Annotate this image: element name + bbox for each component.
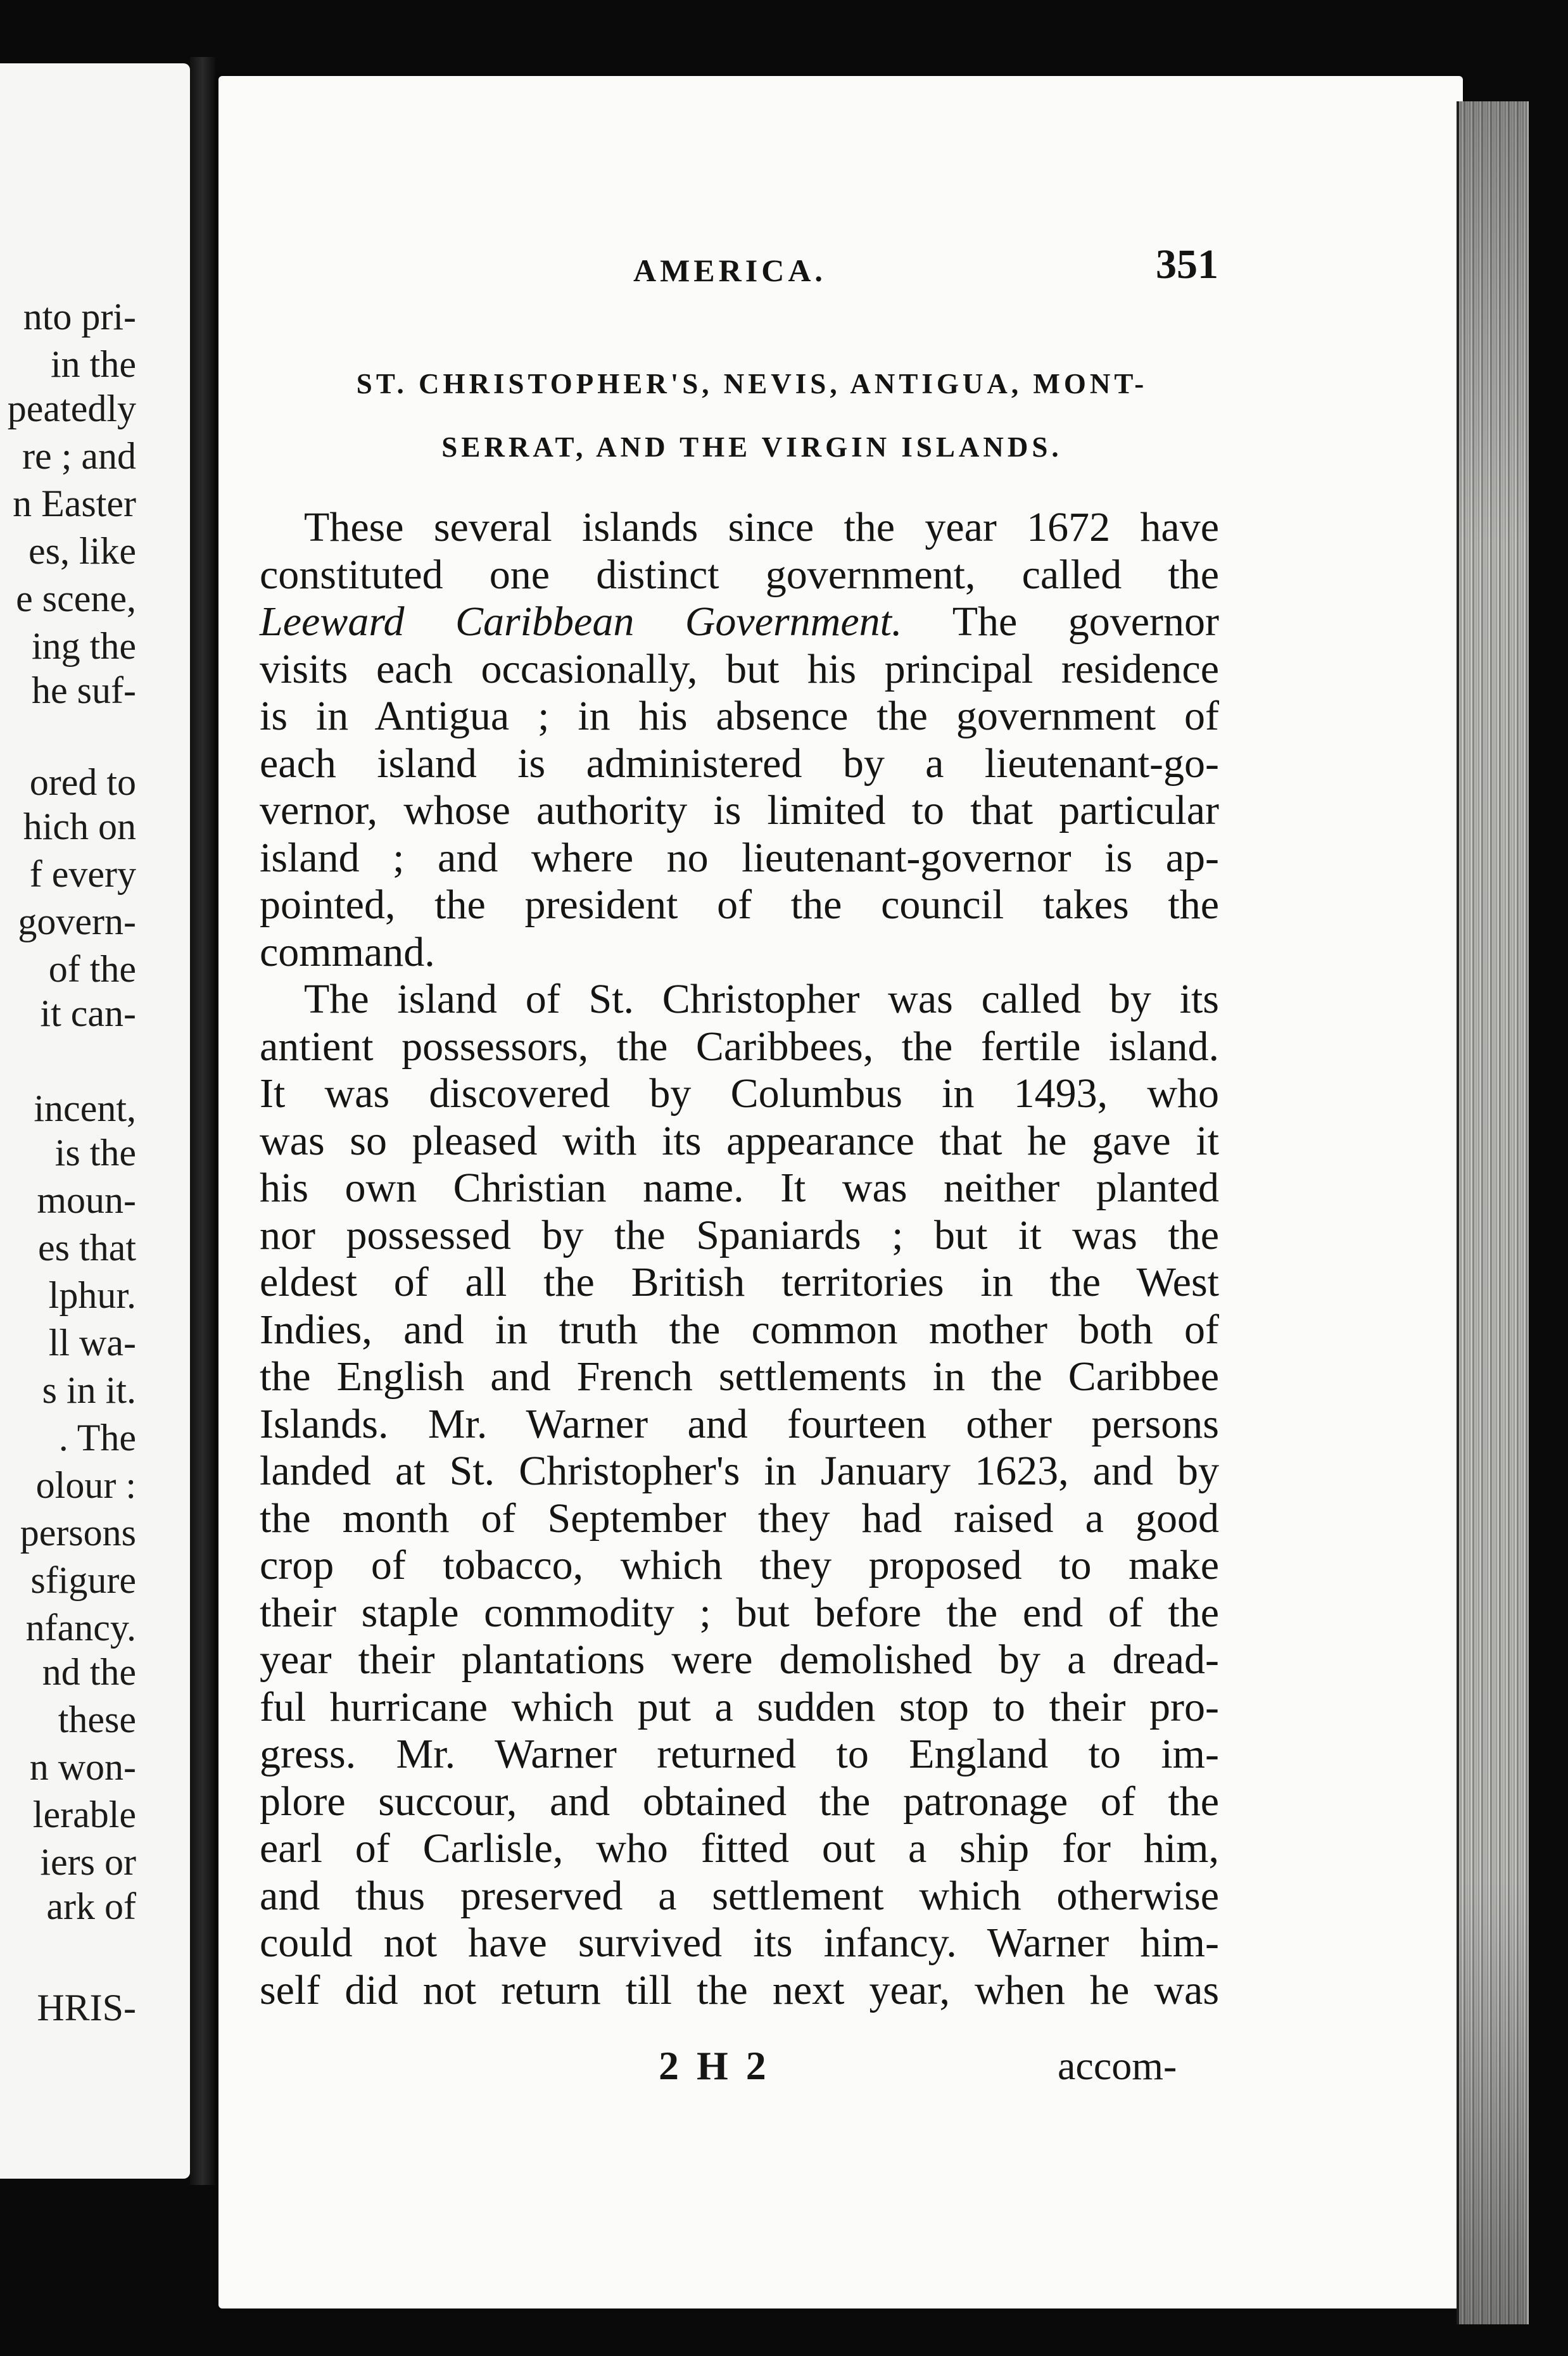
left-page-line: he suf- (32, 669, 136, 711)
body-text-line: his own Christian name. It was neither planted (260, 1165, 1219, 1211)
left-page-line: n won- (29, 1746, 136, 1788)
body-text-line: pointed, the president of the council takes the (260, 882, 1219, 928)
running-head: AMERICA. (633, 253, 826, 288)
body-text-line: self did not return till the next year, when he was (260, 1966, 1219, 2013)
body-text-line: These several islands since the year 1672 have (304, 504, 1219, 550)
body-text-line: could not have survived its infancy. Warner him- (260, 1920, 1219, 1966)
signature-mark: 2 H 2 (659, 2043, 770, 2088)
left-page-line: nfancy. (25, 1607, 136, 1649)
body-text-line: ful hurricane which put a sudden stop to their pro- (260, 1683, 1219, 1730)
body-text-line: nor possessed by the Spaniards ; but it was the (260, 1212, 1219, 1258)
left-page-line: govern- (18, 901, 136, 942)
left-page-line: lphur. (48, 1274, 136, 1316)
body-text-line: the month of September they had raised a good (260, 1495, 1219, 1542)
left-page-line: s in it. (42, 1369, 136, 1411)
body-text-line: island ; and where no lieutenant-governor is ap- (260, 834, 1219, 881)
left-page-line: incent, (34, 1087, 136, 1129)
body-text-line: eldest of all the British territories in the West (260, 1259, 1219, 1305)
book-gutter (190, 57, 215, 2185)
left-page-line: is the (54, 1132, 136, 1174)
page-number: 351 (1156, 241, 1218, 288)
left-page-line: HRIS- (37, 1987, 136, 2029)
left-page-line: sfigure (30, 1559, 136, 1601)
body-text-line: plore succour, and obtained the patronage of the (260, 1778, 1219, 1825)
left-page-line: lerable (32, 1794, 136, 1835)
body-text-line: The island of St. Christopher was called by its (304, 976, 1219, 1022)
body-text-line: command. (260, 928, 435, 975)
left-page-line: ing the (32, 625, 136, 667)
left-page-line: . The (58, 1417, 136, 1459)
body-text-line: crop of tobacco, which they proposed to make (260, 1542, 1219, 1588)
body-text-line: Indies, and in truth the common mother both of (260, 1306, 1219, 1353)
body-text-line: It was discovered by Columbus in 1493, who (260, 1070, 1219, 1117)
left-page-line: re ; and (22, 435, 136, 477)
fore-edge-shadow (1457, 101, 1526, 2324)
left-page-line: es that (38, 1227, 136, 1269)
body-text-line: was so pleased with its appearance that he gave it (260, 1117, 1219, 1164)
body-text-line: earl of Carlisle, who fitted out a ship for him, (260, 1825, 1219, 1872)
body-text-line: Leeward Caribbean Government. The governor (260, 598, 1219, 645)
left-page-line: hich on (23, 806, 136, 847)
left-page-line: nd the (42, 1651, 136, 1693)
left-page-line: persons (20, 1512, 136, 1554)
left-page-line: e scene, (16, 578, 136, 619)
body-text-line: each island is administered by a lieutenant-go- (260, 740, 1219, 787)
left-page-line: nto pri- (23, 296, 136, 338)
left-page-line: of the (48, 948, 136, 990)
body-text-line: and thus preserved a settlement which otherwise (260, 1872, 1219, 1919)
left-page-line: f every (29, 853, 136, 895)
body-text-line: year their plantations were demolished by a dread- (260, 1637, 1219, 1683)
body-text-line: visits each occasionally, but his principal residence (260, 645, 1219, 692)
left-page-line: peatedly (7, 388, 136, 429)
left-page-line: ored to (29, 761, 136, 803)
section-heading-line-2: SERRAT, AND THE VIRGIN ISLANDS. (441, 431, 1063, 463)
body-text-line: antient possessors, the Caribbees, the fertile island. (260, 1023, 1219, 1070)
body-text-line: their staple commodity ; but before the end of the (260, 1589, 1219, 1636)
left-page-line: moun- (37, 1179, 136, 1221)
body-text-line: is in Antigua ; in his absence the government of (260, 693, 1219, 739)
body-text-line: vernor, whose authority is limited to that particular (260, 787, 1219, 833)
left-page-line: these (58, 1699, 136, 1740)
left-page-line: it can- (40, 992, 136, 1034)
italic-phrase: Leeward Caribbean Government. (260, 598, 902, 645)
left-page-line: olour : (35, 1464, 136, 1506)
body-text-line: constituted one distinct government, called the (260, 551, 1219, 598)
left-page-line: ll wa- (48, 1322, 136, 1364)
left-page-line: in the (51, 343, 136, 385)
section-heading-line-1: ST. CHRISTOPHER'S, NEVIS, ANTIGUA, MONT- (356, 368, 1148, 400)
body-text-line: landed at St. Christopher's in January 1623, and by (260, 1448, 1219, 1494)
left-page-line: ark of (46, 1885, 136, 1927)
left-page-line: es, like (28, 530, 136, 572)
body-text-line: the English and French settlements in the Caribbee (260, 1353, 1219, 1400)
catchword: accom- (1058, 2043, 1177, 2088)
left-page-line: iers or (40, 1841, 136, 1883)
body-text-line: Islands. Mr. Warner and fourteen other persons (260, 1400, 1219, 1447)
body-text-line: gress. Mr. Warner returned to England to im- (260, 1731, 1219, 1777)
left-page-line: n Easter (13, 483, 136, 524)
